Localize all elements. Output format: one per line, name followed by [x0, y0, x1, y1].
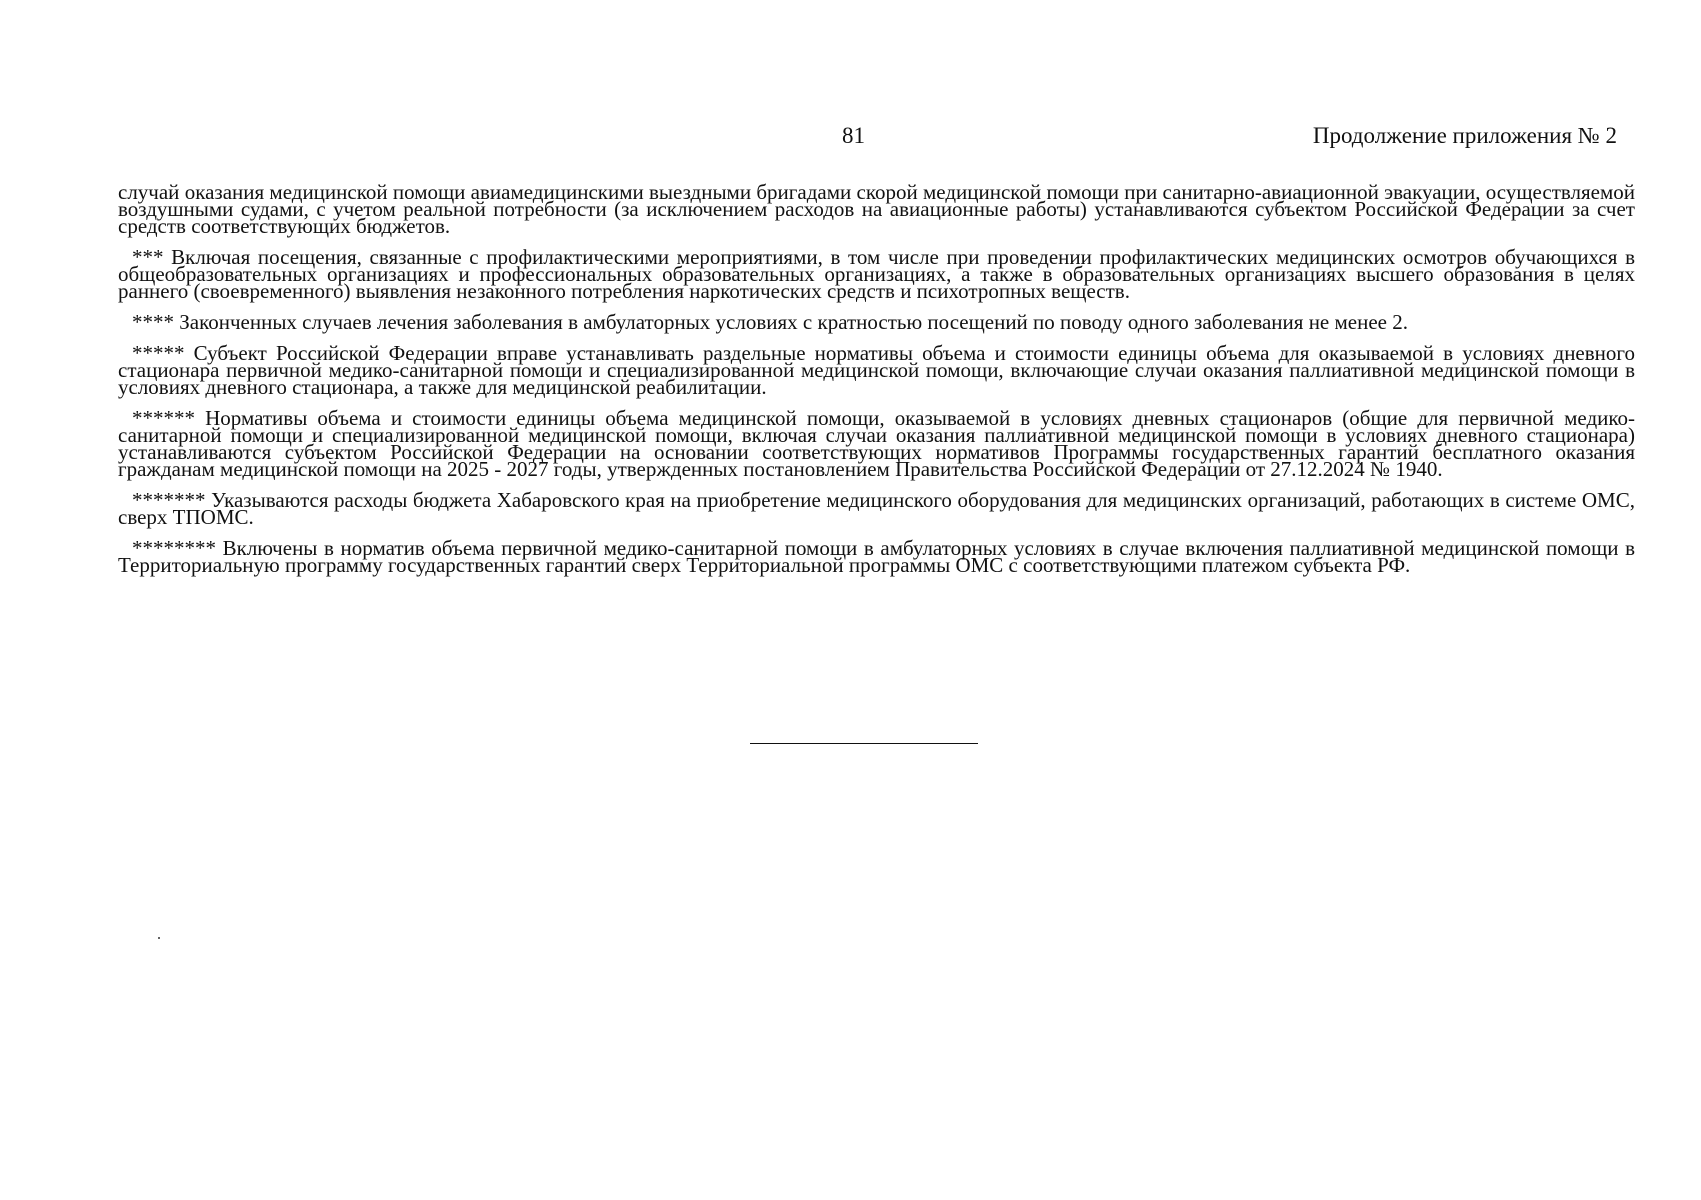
- footnote-3-stars: *** Включая посещения, связанные с профилактическими мероприятиями, в том числе при проведении профилактических медицинских осмотров обучающихся в общеобразовательных организациях и профессиональных образовательных организациях, а также в образовательных организациях высшего образования в целях раннего (своевременного) выявления незаконного потребления наркотических средств и психотропных веществ.: [118, 245, 1635, 303]
- end-of-document-rule: [750, 743, 978, 744]
- page-number: 81: [842, 123, 865, 148]
- footnote-5-stars: ***** Субъект Российской Федерации вправе устанавливать раздельные нормативы объема и стоимости единицы объема для оказываемой в условиях дневного стационара первичной медико-санитарной помощи и специализированной медицинской помощи, включающие случаи оказания паллиативной медицинской помощи в условиях дневного стационара, а также для медицинской реабилитации.: [118, 341, 1635, 399]
- footnote-6-stars: ****** Нормативы объема и стоимости единицы объема медицинской помощи, оказываемой в условиях дневных стационаров (общие для первичной медико-санитарной помощи и специализированной медицинской помощи, включая случаи оказания паллиативной медицинской помощи в условиях дневного стационара) устанавливаются субъектом Российской Федерации на основании соответствующих нормативов Программы государственных гарантий бесплатного оказания гражданам медицинской помощи на 2025 - 2027 годы, утвержденных постановлением Правительства Российской Федерации от 27.12.2024 № 1940.: [118, 406, 1635, 481]
- scan-speck: [158, 937, 160, 939]
- appendix-continuation-note: Продолжение приложения № 2: [1312, 123, 1617, 148]
- footnote-4-stars: **** Законченных случаев лечения заболевания в амбулаторных условиях с кратностью посещений по поводу одного заболевания не менее 2.: [132, 310, 1408, 334]
- footnote-8-stars: ******** Включены в норматив объема первичной медико-санитарной помощи в амбулаторных условиях в случае включения паллиативной медицинской помощи в Территориальную программу государственных гарантий сверх Территориальной программы ОМС с соответствующими платежом субъекта РФ.: [118, 536, 1635, 577]
- footnote-continuation: случай оказания медицинской помощи авиамедицинскими выездными бригадами скорой медицинской помощи при санитарно-авиационной эвакуации, осуществляемой воздушными судами, с учетом реальной потребности (за исключением расходов на авиационные работы) устанавливаются субъектом Российской Федерации за счет средств соответствующих бюджетов.: [118, 180, 1635, 238]
- footnote-7-stars: ******* Указываются расходы бюджета Хабаровского края на приобретение медицинского оборудования для медицинских организаций, работающих в системе ОМС, сверх ТПОМС.: [118, 488, 1635, 529]
- footnotes-body: [118, 180, 1635, 588]
